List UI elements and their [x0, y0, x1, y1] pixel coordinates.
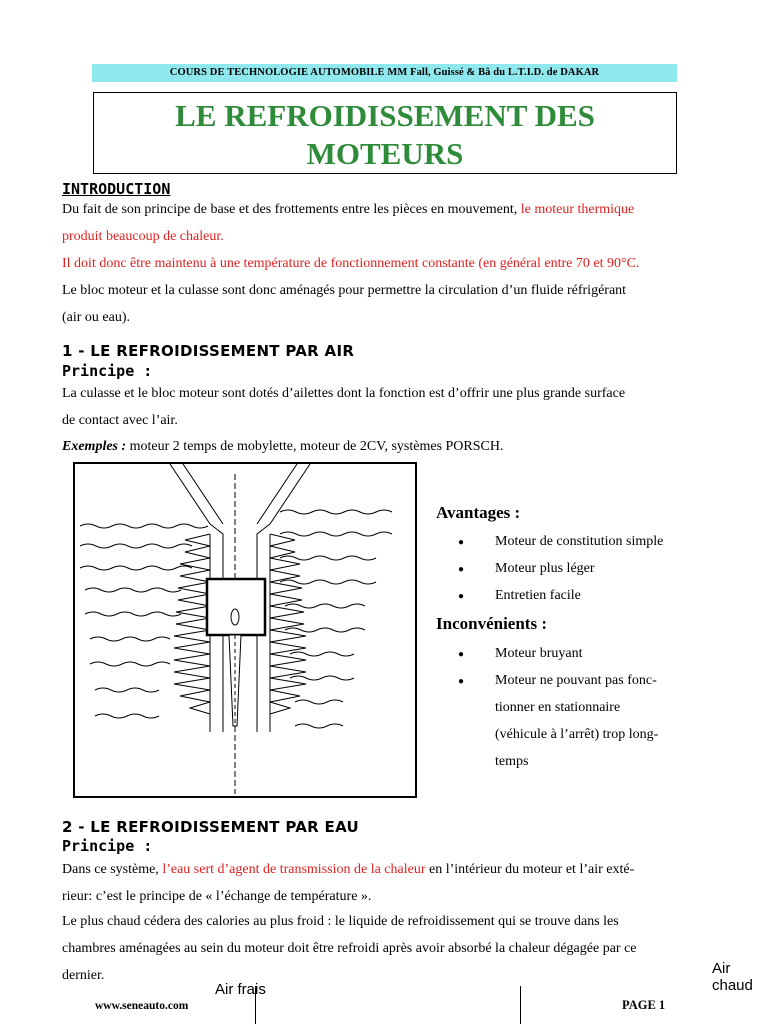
footer-page-number: PAGE 1: [622, 998, 666, 1012]
disadvantage-item-2: [495, 667, 658, 775]
section2-p1-end: en l’intérieur du moteur et l’air exté-: [425, 862, 635, 877]
bullet-icon: ●: [458, 649, 465, 660]
section2-heading: 2 - LE REFROIDISSEMENT PAR EAU: [62, 818, 360, 836]
disadvantage-2-line-4: temps: [495, 754, 529, 769]
advantage-item-1: Moteur de constitution simple: [495, 534, 664, 549]
bullet-icon: ●: [458, 537, 465, 548]
intro-heading: INTRODUCTION: [62, 180, 171, 198]
air-chaud-label: Air chaud: [712, 960, 753, 994]
section1-p1-line1: La culasse et le bloc moteur sont dotés d’ailettes dont la fonction est d’offrir une plus grande surface: [62, 386, 626, 401]
air-frais-label: Air frais: [215, 981, 266, 998]
section2-paragraph-1: [62, 856, 712, 910]
section2-p2-line3: dernier.: [62, 968, 105, 983]
figure-edge-left: [255, 986, 256, 1024]
section2-p1-red: l’eau sert d’agent de transmission de la chaleur: [162, 862, 426, 877]
air-cooled-engine-drawing: [75, 464, 415, 796]
section1-subheading: Principe :: [62, 362, 153, 380]
intro-p1-red-a: le moteur thermique: [520, 202, 635, 217]
advantages-title: Avantages :: [436, 503, 521, 522]
section2-paragraph-2: [62, 908, 712, 989]
bullet-icon: ●: [458, 591, 465, 602]
disadvantage-2-line-3: (véhicule à l’arrêt) trop long-: [495, 727, 659, 742]
advantage-item-3: Entretien facile: [495, 588, 581, 603]
section2-p2-line1: Le plus chaud cédera des calories au plus froid : le liquide de refroidissement qui se trouve dans les: [62, 914, 619, 929]
intro-paragraph-3: [62, 277, 712, 331]
section1-p1-line2: de contact avec l’air.: [62, 413, 178, 428]
course-header: COURS DE TECHNOLOGIE AUTOMOBILE MM Fall, Guissé & Bâ du L.T.I.D. de DAKAR: [92, 64, 677, 82]
air-cooled-engine-figure: [73, 462, 417, 798]
section1-paragraph: [62, 380, 712, 434]
intro-paragraph-2: Il doit donc être maintenu à une température de fonctionnement constante (en général entre 70 et 90°C.: [62, 256, 640, 271]
disadvantages-title: Inconvénients :: [436, 614, 547, 633]
intro-p3-line2: (air ou eau).: [62, 310, 131, 325]
page-title: [93, 92, 677, 174]
intro-paragraph-1: [62, 196, 712, 250]
footer-website: www.seneauto.com: [95, 1000, 189, 1012]
intro-p1-start: Du fait de son principe de base et des frottements entre les pièces en mouvement,: [62, 202, 521, 217]
title-line-2: MOTEURS: [306, 136, 464, 171]
section2-p1-line2: rieur: c’est le principe de « l’échange de température ».: [62, 889, 372, 904]
section2-p1-start: Dans ce système,: [62, 862, 163, 877]
advantage-item-2: Moteur plus léger: [495, 561, 595, 576]
figure-edge-right: [520, 986, 521, 1024]
bullet-icon: ●: [458, 564, 465, 575]
title-line-1: LE REFROIDISSEMENT DES: [175, 98, 595, 133]
disadvantage-2-line-2: tionner en stationnaire: [495, 700, 621, 715]
disadvantage-item-1: Moteur bruyant: [495, 646, 583, 661]
examples-text: moteur 2 temps de mobylette, moteur de 2CV, systèmes PORSCH.: [126, 439, 504, 454]
disadvantage-2-line-1: Moteur ne pouvant pas fonc-: [495, 673, 657, 688]
intro-p3-line1: Le bloc moteur et la culasse sont donc aménagés pour permettre la circulation d’un fluide réfrigérant: [62, 283, 627, 298]
section2-subheading: Principe :: [62, 837, 153, 855]
section2-p2-line2: chambres aménagées au sein du moteur doit être refroidi après avoir absorbé la chaleur dégagée par ce: [62, 941, 637, 956]
bullet-icon: ●: [458, 676, 465, 687]
intro-p1-red-b: produit beaucoup de chaleur.: [62, 229, 224, 244]
section1-heading: 1 - LE REFROIDISSEMENT PAR AIR: [62, 342, 355, 360]
section1-examples: [62, 433, 712, 460]
examples-label: Exemples :: [62, 439, 127, 454]
